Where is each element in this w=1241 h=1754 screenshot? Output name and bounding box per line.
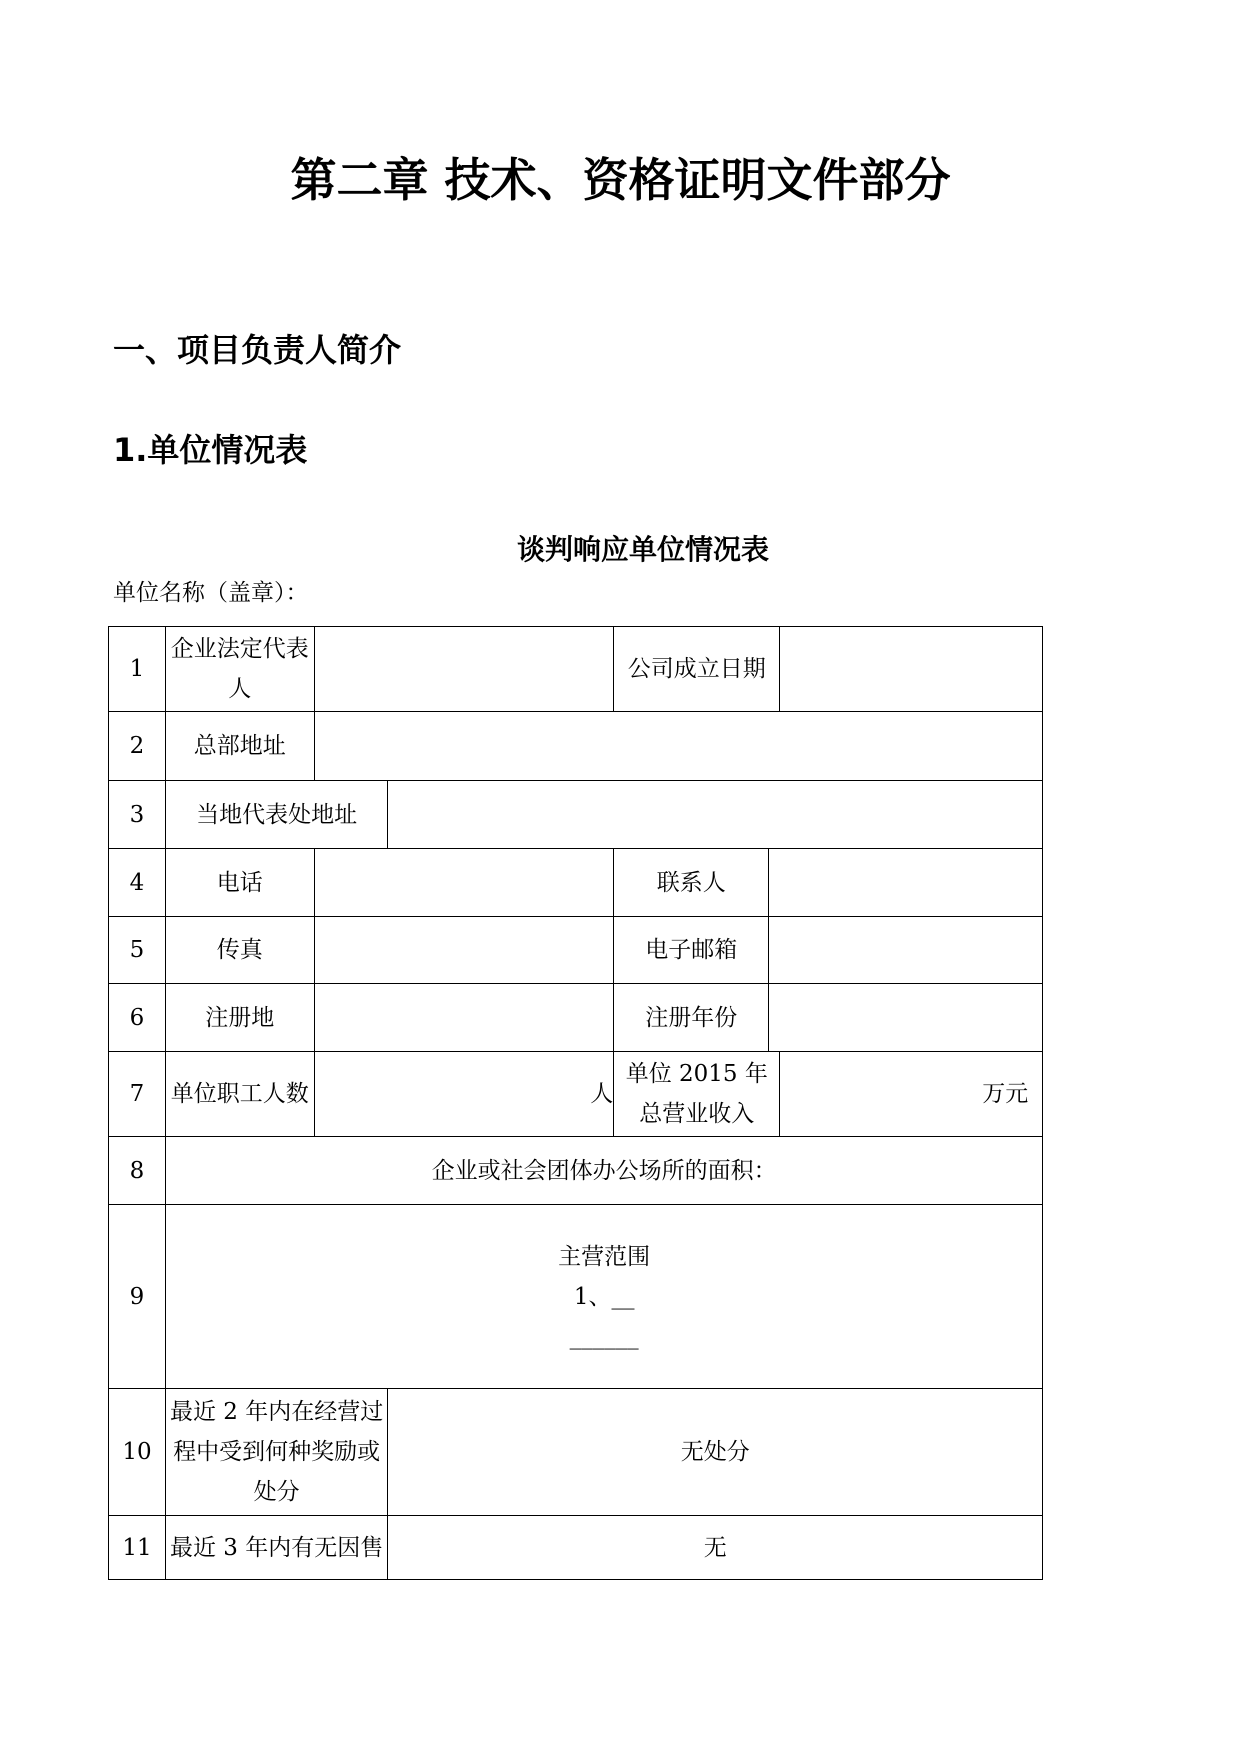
- founding-date-value[interactable]: [780, 627, 1043, 712]
- registration-year-label: 注册年份: [614, 984, 769, 1052]
- registration-place-label: 注册地: [166, 984, 315, 1052]
- phone-label: 电话: [166, 849, 315, 917]
- row-number: 2: [109, 712, 166, 781]
- revenue-value[interactable]: [780, 1052, 1043, 1137]
- table-row: [109, 1389, 1043, 1516]
- chapter-title: 第二章 技术、资格证明文件部分: [290, 153, 951, 207]
- row-number: 7: [109, 1052, 166, 1137]
- revenue-unit: 万元: [982, 1081, 1029, 1107]
- table-row: [109, 712, 1043, 781]
- section-heading: 一、项目负责人简介: [113, 331, 402, 369]
- row-number: 8: [109, 1137, 166, 1205]
- local-office-address-label: 当地代表处地址: [166, 781, 388, 849]
- row-number: 5: [109, 917, 166, 984]
- table-row: [109, 917, 1043, 984]
- phone-value[interactable]: [314, 849, 614, 917]
- contact-person-label: 联系人: [614, 849, 769, 917]
- email-label: 电子邮箱: [614, 917, 769, 984]
- awards-penalties-value[interactable]: 无处分: [388, 1389, 1043, 1516]
- row-number: 9: [109, 1205, 166, 1389]
- subsection-heading: 1.单位情况表: [113, 431, 308, 469]
- founding-date-label: 公司成立日期: [614, 627, 780, 712]
- table-row: [109, 1052, 1043, 1137]
- legal-representative-value[interactable]: [314, 627, 614, 712]
- awards-penalties-label: 最近 2 年内在经营过程中受到何种奖励或处分: [166, 1389, 388, 1516]
- email-value[interactable]: [769, 917, 1043, 984]
- main-business-scope[interactable]: [166, 1205, 1043, 1389]
- row-number: 3: [109, 781, 166, 849]
- row-number: 6: [109, 984, 166, 1052]
- table-row: [109, 781, 1043, 849]
- table-row: [109, 1205, 1043, 1389]
- revenue-label: 单位 2015 年总营业收入: [614, 1052, 780, 1137]
- employee-count-label: 单位职工人数: [166, 1052, 315, 1137]
- table-title: 谈判响应单位情况表: [516, 533, 769, 566]
- unit-name-label: 单位名称（盖章）：: [113, 580, 309, 606]
- table-row: [109, 984, 1043, 1052]
- legal-representative-label: 企业法定代表人: [166, 627, 315, 712]
- row-number: 1: [109, 627, 166, 712]
- unit-info-table: [108, 626, 1043, 1580]
- row-number: 4: [109, 849, 166, 917]
- employee-count-value[interactable]: [314, 1052, 614, 1137]
- table-row: [109, 1516, 1043, 1580]
- fax-value[interactable]: [314, 917, 614, 984]
- headquarters-address-value[interactable]: [314, 712, 1043, 781]
- registration-place-value[interactable]: [314, 984, 614, 1052]
- business-scope-blank: ______: [569, 1323, 639, 1350]
- row-number: 10: [109, 1389, 166, 1516]
- after-sales-value[interactable]: 无: [388, 1516, 1043, 1580]
- headquarters-address-label: 总部地址: [166, 712, 315, 781]
- table-row: [109, 627, 1043, 712]
- business-scope-item: 1、__: [573, 1283, 635, 1310]
- table-row: [109, 849, 1043, 917]
- contact-person-value[interactable]: [769, 849, 1043, 917]
- business-scope-title: 主营范围: [558, 1243, 651, 1270]
- fax-label: 传真: [166, 917, 315, 984]
- table-row: [109, 1137, 1043, 1205]
- local-office-address-value[interactable]: [388, 781, 1043, 849]
- office-area-field[interactable]: 企业或社会团体办公场所的面积：: [166, 1137, 1043, 1205]
- employee-count-unit: 人: [590, 1081, 614, 1107]
- after-sales-label: 最近 3 年内有无因售: [166, 1516, 388, 1580]
- registration-year-value[interactable]: [769, 984, 1043, 1052]
- row-number: 11: [109, 1516, 166, 1580]
